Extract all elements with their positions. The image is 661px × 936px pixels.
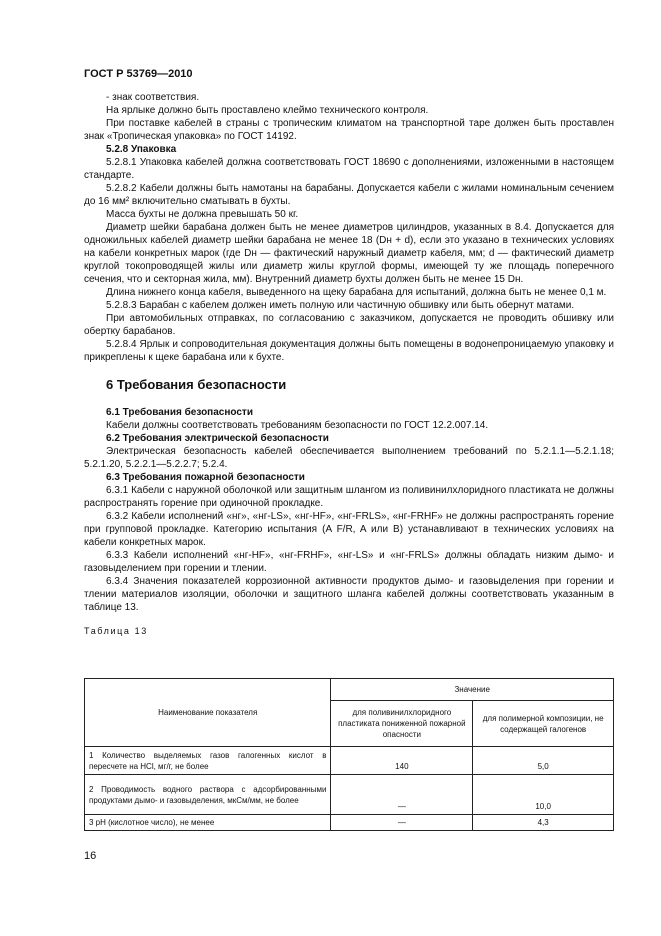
subsection-heading-5-2-8: 5.2.8 Упаковка <box>106 144 177 155</box>
row-name: 2 Проводимость водного раствора с адсорбированными продуктами дымо- и газовыделения, мкСм/мм, не более <box>85 775 331 815</box>
paragraph: Масса бухты не должна превышать 50 кг. <box>106 209 299 220</box>
row-poly-value: 10,0 <box>473 775 614 815</box>
page-number: 16 <box>84 850 97 862</box>
paragraph: 5.2.8.3 Барабан с кабелем должен иметь полную или частичную обшивку или быть обернут матами. <box>106 300 575 311</box>
paragraph: При автомобильных отправках, по согласованию с заказчиком, допускается не проводить обшивку или обертку барабанов. <box>84 313 614 337</box>
row-poly-value: 4,3 <box>473 815 614 831</box>
row-pvc-value: — <box>331 775 473 815</box>
table-row <box>85 815 614 831</box>
subsection-heading-6-3: 6.3 Требования пожарной безопасности <box>106 472 305 483</box>
section-heading-6: 6 Требования безопасности <box>106 377 287 392</box>
subsection-heading-6-2: 6.2 Требования электрической безопасности <box>106 433 329 444</box>
table-row <box>85 747 614 775</box>
paragraph: 5.2.8.1 Упаковка кабелей должна соответствовать ГОСТ 18690 с дополнениями, изложенными в настоящем стандарте. <box>84 157 614 181</box>
paragraph: Электрическая безопасность кабелей обеспечивается выполнением требований по 5.2.1.1—5.2.1.18; 5.2.1.20, 5.2.2.1—5.2.2.7; 5.2.4. <box>84 446 614 470</box>
row-pvc-value: 140 <box>331 747 473 775</box>
paragraph: 5.2.8.2 Кабели должны быть намотаны на барабаны. Допускается кабели с жилами номинальным сечением до 16 мм² включительно сматывать в бухты. <box>84 183 614 207</box>
paragraph: Длина нижнего конца кабеля, выведенного на щеку барабана для испытаний, должна быть не менее 0,1 м. <box>106 287 607 298</box>
table-13 <box>84 678 614 831</box>
row-poly-value: 5,0 <box>473 747 614 775</box>
paragraph: Диаметр шейки барабана должен быть не менее диаметров цилиндров, указанных в 8.4. Допускается для одножильных кабелей диаметр шейки барабана не менее 18 (Dн + d), если это указано в технических условиях на кабели конкретных марок (где Dн — фактический наружный диаметр кабеля, мм; d — фактический диаметр круглой токопроводящей жилы или диаметр жилы круглой формы, имеющей ту же площадь поперечного сечения, что и секторная жила, мм). Внутренний диаметр бухты должен быть не менее 15 Dн. <box>84 222 614 285</box>
paragraph: - знак соответствия. <box>106 92 200 103</box>
paragraph: 6.3.2 Кабели исполнений «нг», «нг-LS», «нг-HF», «нг-FRLS», «нг-FRHF» не должны распространять горение при групповой прокладке. Категорию испытания (A F/R, A или B) устанавливают в технических условиях на кабели конкретных марок. <box>84 511 614 548</box>
column-header-poly: для полимерной композиции, не содержащей галогенов <box>473 701 614 747</box>
paragraph: 5.2.8.4 Ярлык и сопроводительная документация должны быть помещены в водонепроницаемую упаковку и прикреплены к щеке барабана или к бухте. <box>84 339 614 363</box>
paragraph: При поставке кабелей в страны с тропическим климатом на транспортной таре должен быть проставлен знак «Тропическая упаковка» по ГОСТ 14192. <box>84 118 614 142</box>
subsection-heading-6-1: 6.1 Требования безопасности <box>106 407 253 418</box>
row-pvc-value: — <box>331 815 473 831</box>
row-name: 3 pH (кислотное число), не менее <box>85 815 331 831</box>
table-row <box>85 775 614 815</box>
column-header-name: Наименование показателя <box>85 679 331 747</box>
document-header: ГОСТ Р 53769—2010 <box>84 68 193 80</box>
table-caption: Таблица 13 <box>84 626 148 636</box>
row-name: 1 Количество выделяемых газов галогенных кислот в пересчете на HCl, мг/г, не более <box>85 747 331 775</box>
document-body <box>84 91 614 638</box>
paragraph: 6.3.4 Значения показателей коррозионной активности продуктов дымо- и газовыделения при горении и тлении материалов изоляции, оболочки и защитного шланга кабелей должны соответствовать указанным в таблице 13. <box>84 576 614 613</box>
paragraph: Кабели должны соответствовать требованиям безопасности по ГОСТ 12.2.007.14. <box>106 420 489 431</box>
paragraph: На ярлыке должно быть проставлено клеймо технического контроля. <box>106 105 429 116</box>
column-header-value: Значение <box>331 679 614 701</box>
paragraph: 6.3.1 Кабели с наружной оболочкой или защитным шлангом из поливинилхлоридного пластиката не должны распространять горение при одиночной прокладке. <box>84 485 614 509</box>
column-header-pvc: для поливинилхлоридного пластиката пониженной пожарной опасности <box>331 701 473 747</box>
paragraph: 6.3.3 Кабели исполнений «нг-HF», «нг-FRHF», «нг-LS» и «нг-FRLS» должны обладать низким дымо- и газовыделением при горении и тлении. <box>84 550 614 574</box>
